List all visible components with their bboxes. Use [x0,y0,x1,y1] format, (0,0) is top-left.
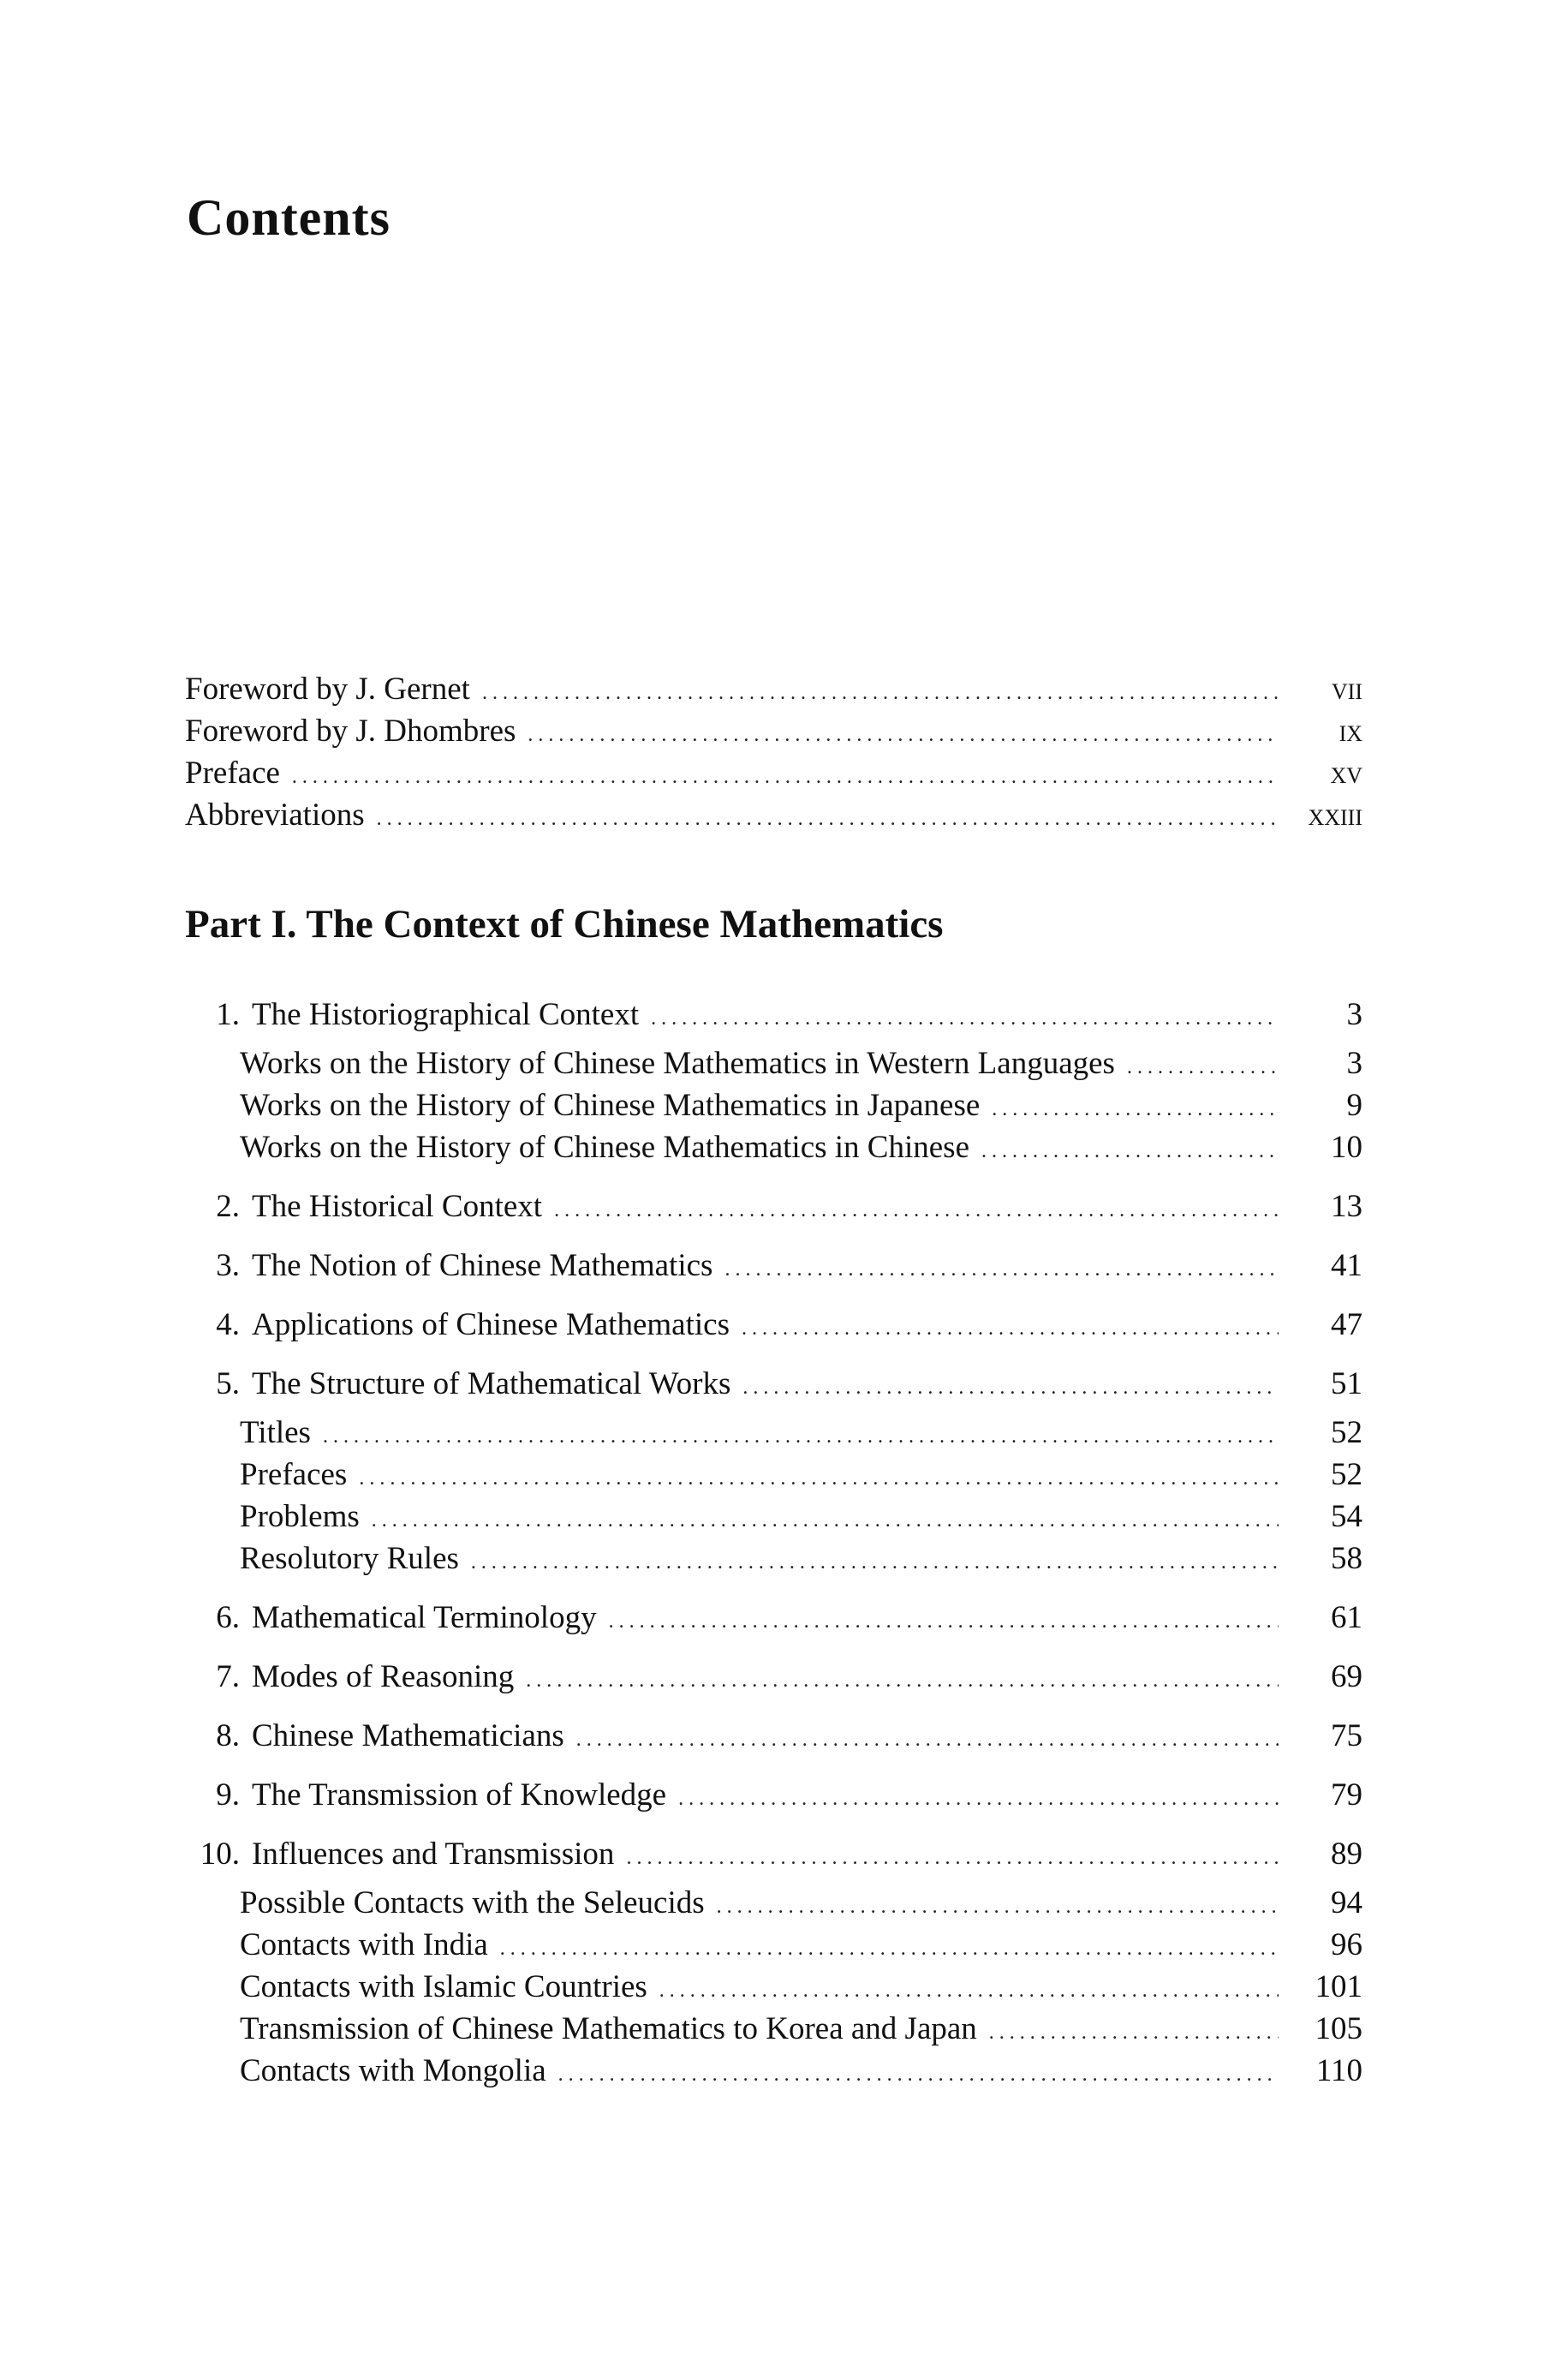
chapter-title: The Notion of Chinese Mathematics [252,1248,713,1283]
dot-leader [992,1089,1279,1131]
toc-chapter-entry[interactable] [185,994,1362,1036]
toc-entry-title: Foreword by J. Dhombres [185,714,516,749]
section-title: Contacts with Islamic Countries [240,1969,647,2004]
dot-leader [609,1601,1279,1643]
dot-leader [500,1928,1279,1970]
chapter-title: Modes of Reasoning [252,1659,515,1694]
chapter-page: 47 [1331,1307,1362,1342]
toc-entry-preface[interactable] [185,752,1362,794]
dot-leader [651,998,1279,1040]
toc-section-entry[interactable] [240,1882,1362,1924]
toc-section-entry[interactable] [240,1042,1362,1084]
chapter-9 [185,1774,1362,1816]
chapter-number: 9. [216,1777,240,1813]
section-title: Works on the History of Chinese Mathematics in Western Languages [240,1046,1115,1081]
section-page: 94 [1331,1885,1362,1920]
toc-entry-title: Preface [185,756,280,791]
dot-leader [742,1308,1279,1350]
chapter-7 [185,1656,1362,1698]
toc-chapter-entry[interactable] [185,1774,1362,1816]
chapter-3 [185,1245,1362,1287]
toc-chapter-entry[interactable] [185,1597,1362,1639]
toc-section-entry[interactable] [240,1126,1362,1168]
toc-section-entry[interactable] [240,1084,1362,1126]
dot-leader [323,1416,1279,1458]
chapter-title: The Structure of Mathematical Works [252,1366,731,1401]
toc-section-entry[interactable] [240,1454,1362,1496]
chapter-title: Chinese Mathematicians [252,1718,564,1753]
dot-leader [724,1249,1279,1291]
chapter-2 [185,1186,1362,1227]
toc-entry-foreword-gernet[interactable] [185,668,1362,710]
section-page: 10 [1331,1130,1362,1165]
section-title: Works on the History of Chinese Mathematics in Chinese [240,1130,969,1165]
dot-leader [626,1837,1279,1879]
section-list [185,1042,1362,1168]
chapter-number: 5. [216,1366,240,1401]
section-title: Contacts with India [240,1927,488,1962]
chapter-page: 13 [1331,1189,1362,1224]
section-page: 3 [1346,1046,1362,1081]
section-list [185,1882,1362,2092]
toc-chapter-entry[interactable] [185,1363,1362,1405]
toc-entry-title: Abbreviations [185,797,365,833]
section-title: Possible Contacts with the Seleucids [240,1885,705,1920]
chapter-page: 89 [1331,1837,1362,1872]
toc-entry-page: ix [1338,714,1362,749]
chapter-number: 2. [216,1189,240,1224]
dot-leader [742,1367,1279,1409]
dot-leader [528,714,1279,756]
toc-section-entry[interactable] [240,1966,1362,2008]
chapter-page: 69 [1331,1659,1362,1694]
chapter-number: 10. [200,1837,240,1872]
toc-section-entry[interactable] [240,1924,1362,1966]
toc-chapter-entry[interactable] [185,1656,1362,1698]
chapter-10 [185,1833,1362,2092]
chapter-number: 3. [216,1248,240,1283]
chapter-page: 75 [1331,1718,1362,1753]
chapter-title: Mathematical Terminology [252,1600,597,1635]
chapter-page: 61 [1331,1600,1362,1635]
toc-section-entry[interactable] [240,1538,1362,1580]
toc-entry-title: Foreword by J. Gernet [185,672,470,707]
toc-entry-abbreviations[interactable] [185,794,1362,836]
section-page: 101 [1315,1969,1362,2004]
dot-leader [471,1542,1279,1584]
part-heading: Part I. The Context of Chinese Mathematics [185,902,944,947]
toc-section-entry[interactable] [240,2050,1362,2092]
chapter-number: 1. [216,997,240,1032]
dot-leader [659,1970,1279,2012]
dot-leader [678,1778,1279,1820]
dot-leader [989,2012,1279,2054]
chapter-list [185,994,1362,2092]
section-page: 9 [1346,1088,1362,1123]
toc-chapter-entry[interactable] [185,1304,1362,1346]
section-page: 52 [1331,1457,1362,1492]
chapter-title: Applications of Chinese Mathematics [252,1307,730,1342]
chapter-5 [185,1363,1362,1580]
chapter-page: 41 [1331,1248,1362,1283]
section-page: 96 [1331,1927,1362,1962]
toc-entry-foreword-dhombres[interactable] [185,710,1362,752]
section-list [185,1412,1362,1580]
dot-leader [292,756,1279,798]
chapter-number: 4. [216,1307,240,1342]
toc-chapter-entry[interactable] [185,1245,1362,1287]
section-page: 110 [1315,2053,1362,2088]
dot-leader [717,1886,1279,1928]
dot-leader [981,1131,1279,1173]
toc-entry-page: vii [1331,672,1362,707]
toc-section-entry[interactable] [240,1496,1362,1538]
section-title: Resolutory Rules [240,1541,459,1576]
chapter-page: 79 [1331,1777,1362,1813]
chapter-title: Influences and Transmission [252,1837,615,1872]
dot-leader [576,1719,1279,1761]
dot-leader [359,1458,1279,1500]
toc-chapter-entry[interactable] [185,1715,1362,1757]
dot-leader [558,2054,1279,2096]
chapter-4 [185,1304,1362,1346]
section-page: 58 [1331,1541,1362,1576]
chapter-page: 51 [1331,1366,1362,1401]
toc-entry-page: xxiii [1308,797,1362,833]
dot-leader [377,798,1279,840]
dot-leader [372,1500,1279,1542]
section-title: Problems [240,1499,360,1534]
section-title: Works on the History of Chinese Mathematics in Japanese [240,1088,981,1123]
chapter-6 [185,1597,1362,1639]
chapter-number: 8. [216,1718,240,1753]
toc-section-entry[interactable] [240,2008,1362,2050]
section-page: 105 [1315,2011,1362,2046]
page-title: Contents [187,189,391,246]
chapter-number: 6. [216,1600,240,1635]
dot-leader [482,672,1279,714]
section-title: Titles [240,1415,311,1450]
section-title: Transmission of Chinese Mathematics to Korea and Japan [240,2011,977,2046]
chapter-1 [185,994,1362,1168]
section-page: 52 [1331,1415,1362,1450]
dot-leader [526,1660,1279,1702]
section-title: Contacts with Mongolia [240,2053,546,2088]
dot-leader [554,1190,1279,1232]
toc-chapter-entry[interactable] [185,1833,1362,1875]
section-page: 54 [1331,1499,1362,1534]
chapter-title: The Transmission of Knowledge [252,1777,667,1813]
chapter-number: 7. [216,1659,240,1694]
dot-leader [1127,1047,1279,1089]
toc-chapter-entry[interactable] [185,1186,1362,1227]
front-matter-list [185,668,1362,836]
chapter-title: The Historical Context [252,1189,543,1224]
toc-entry-page: xv [1330,756,1362,791]
section-title: Prefaces [240,1457,348,1492]
chapter-page: 3 [1346,997,1362,1032]
chapter-8 [185,1715,1362,1757]
toc-section-entry[interactable] [240,1412,1362,1454]
chapter-title: The Historiographical Context [252,997,640,1032]
